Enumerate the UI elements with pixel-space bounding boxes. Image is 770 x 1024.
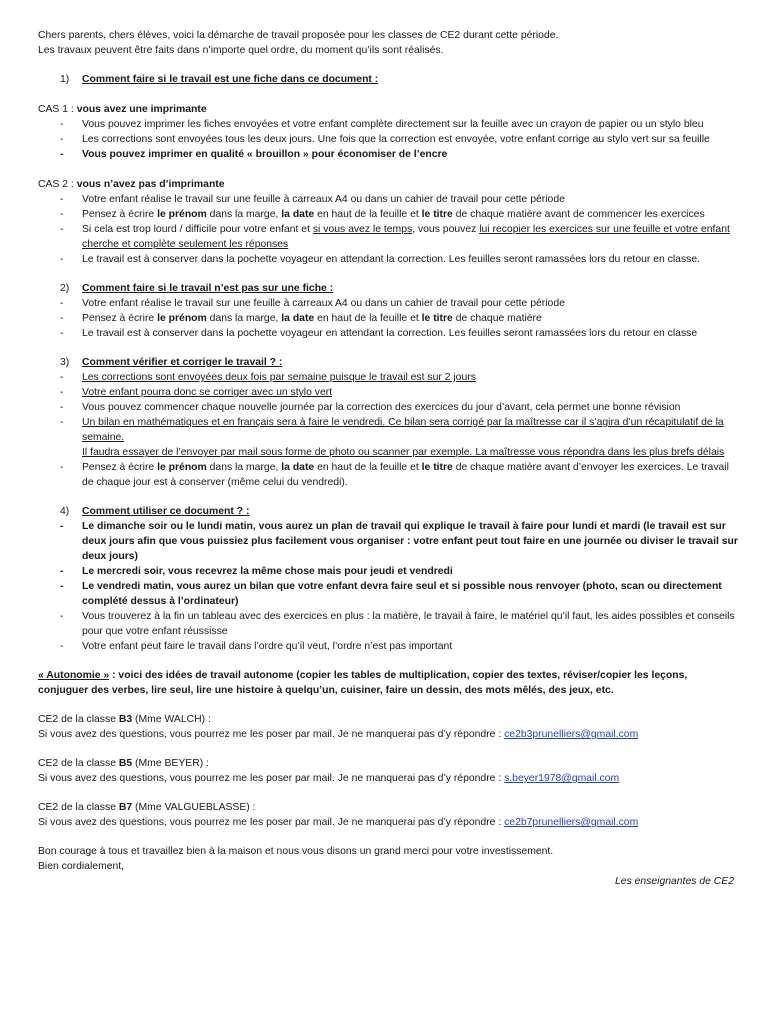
autonomie-text: : voici des idées de travail autonome (copier les tables de multiplication, copier des textes, réviser/copier les leçons, conjuguer des verbes, lire seul, lire une histoire à quelqu’un, cuisiner, faire un dessin, des mots mêlés, des jeux, etc. bbox=[38, 670, 688, 696]
cas-1-list bbox=[38, 117, 738, 162]
list-item: - Votre enfant peut faire le travail dans l’ordre qu’il veut, l’ordre n’est pas important bbox=[38, 639, 738, 654]
cas-2-heading bbox=[38, 177, 738, 192]
contact-line: Si vous avez des questions, vous pourrez me les poser par mail. Je ne manquerai pas d’y répondre : ce2b7prunelliers@gmail.com bbox=[38, 817, 639, 828]
section-3-list bbox=[38, 370, 738, 490]
intro-line-1: Chers parents, chers élèves, voici la démarche de travail proposée pour les classes de CE2 durant cette période. bbox=[38, 30, 559, 41]
contact-heading: CE2 de la classe B3 (Mme WALCH) : bbox=[38, 714, 211, 725]
section-2-list bbox=[38, 296, 738, 341]
autonomie-label: « Autonomie » bbox=[38, 670, 110, 681]
contact-heading: CE2 de la classe B7 (Mme VALGUEBLASSE) : bbox=[38, 802, 256, 813]
cas-2-label: CAS 2 : bbox=[38, 179, 77, 190]
class-code: B3 bbox=[118, 714, 133, 725]
list-item: - Le mercredi soir, vous recevrez la même chose mais pour jeudi et vendredi bbox=[38, 564, 738, 579]
contact-line: Si vous avez des questions, vous pourrez me les poser par mail. Je ne manquerai pas d’y répondre : s.beyer1978@gmail.com bbox=[38, 773, 620, 784]
section-1-number: 1) bbox=[60, 74, 70, 85]
cas-1-heading bbox=[38, 102, 738, 117]
list-item: - Les corrections sont envoyées tous les deux jours. Une fois que la correction est envoyée, votre enfant corrige au stylo vert sur sa feuille bbox=[38, 132, 738, 147]
cas-2-list bbox=[38, 192, 738, 267]
list-item: - Si cela est trop lourd / difficile pour votre enfant et si vous avez le temps, vous pouvez lui recopier les exercices sur une feuille et votre enfant cherche et complète seulement les réponses bbox=[38, 222, 738, 252]
list-item: - Pensez à écrire le prénom dans la marge, la date en haut de la feuille et le titre de chaque matière bbox=[38, 311, 738, 326]
section-4-title: Comment utiliser ce document ? : bbox=[82, 506, 250, 517]
section-2-number: 2) bbox=[60, 283, 70, 294]
closing-line-2: Bien cordialement, bbox=[38, 861, 125, 872]
signature: Les enseignantes de CE2 bbox=[614, 876, 734, 887]
contact-block-b7 bbox=[38, 800, 738, 830]
email-link[interactable]: ce2b3prunelliers@gmail.com bbox=[504, 729, 639, 740]
section-3-number: 3) bbox=[60, 357, 70, 368]
section-4-number: 4) bbox=[60, 506, 70, 517]
document-page bbox=[38, 28, 738, 889]
section-1-heading bbox=[38, 72, 738, 87]
list-item: - Vous pouvez commencer chaque nouvelle journée par la correction des exercices du jour d’avant, cela permet une bonne révision bbox=[38, 400, 738, 415]
list-item: - Pensez à écrire le prénom dans la marge, la date en haut de la feuille et le titre de chaque matière avant de commencer les exercices bbox=[38, 207, 738, 222]
section-3-heading bbox=[38, 355, 738, 370]
cas-2-condition: vous n’avez pas d’imprimante bbox=[76, 179, 225, 190]
intro-line-2: Les travaux peuvent être faits dans n’importe quel ordre, du moment qu’ils sont réalisés. bbox=[38, 45, 444, 56]
section-3-title: Comment vérifier et corriger le travail ? : bbox=[82, 357, 283, 368]
list-item: - Le travail est à conserver dans la pochette voyageur en attendant la correction. Les feuilles seront ramassées lors du retour en classe. bbox=[38, 252, 738, 267]
section-2-heading bbox=[38, 281, 738, 296]
class-code: B5 bbox=[118, 758, 133, 769]
list-item: - Votre enfant pourra donc se corriger avec un stylo vert bbox=[38, 385, 738, 400]
list-item: - Un bilan en mathématiques et en français sera à faire le vendredi. Ce bilan sera corrigé par la maîtresse car il s’agira d’un récapitulatif de la semaine. Il faudra essayer de l’envoyer par mail sous forme de photo ou scanner par exemple. La maîtresse vous répondra dans les plus brefs délais bbox=[38, 415, 738, 460]
contact-line: Si vous avez des questions, vous pourrez me les poser par mail. Je ne manquerai pas d’y répondre : ce2b3prunelliers@gmail.com bbox=[38, 729, 639, 740]
list-item: - Vous trouverez à la fin un tableau avec des exercices en plus : la matière, le travail à faire, le matériel qu’il faut, les aides possibles et conseils pour que votre enfant réussisse bbox=[38, 609, 738, 639]
list-item: - Vous pouvez imprimer les fiches envoyées et votre enfant complète directement sur la feuille avec un crayon de papier ou un stylo bleu bbox=[38, 117, 738, 132]
closing-line-1: Bon courage à tous et travaillez bien à la maison et nous vous disons un grand merci pour votre investissement. bbox=[38, 846, 554, 857]
list-item: - Les corrections sont envoyées deux fois par semaine puisque le travail est sur 2 jours bbox=[38, 370, 738, 385]
autonomie-paragraph bbox=[38, 668, 738, 698]
contact-block-b5 bbox=[38, 756, 738, 786]
list-item: - Le dimanche soir ou le lundi matin, vous aurez un plan de travail qui explique le travail à faire pour lundi et mardi (le travail est sur deux jours afin que vous puissiez plus facilement vous organiser : votre enfant peut tout faire en une journée ou diviser le travail sur deux jours) bbox=[38, 519, 738, 564]
cas-1-condition: vous avez une imprimante bbox=[76, 104, 207, 115]
contact-heading: CE2 de la classe B5 (Mme BEYER) : bbox=[38, 758, 209, 769]
list-item: - Le travail est à conserver dans la pochette voyageur en attendant la correction. Les feuilles seront ramassées lors du retour en classe bbox=[38, 326, 738, 341]
list-item: - Pensez à écrire le prénom dans la marge, la date en haut de la feuille et le titre de chaque matière avant d’envoyer les exercices. Le travail de chaque jour est à conserver (même celui du vendredi). bbox=[38, 460, 738, 490]
contact-block-b3 bbox=[38, 712, 738, 742]
list-item: - Le vendredi matin, vous aurez un bilan que votre enfant devra faire seul et si possible nous renvoyer (photo, scan ou directement complété dessus à l’ordinateur) bbox=[38, 579, 738, 609]
email-link[interactable]: ce2b7prunelliers@gmail.com bbox=[504, 817, 639, 828]
list-item: - Votre enfant réalise le travail sur une feuille à carreaux A4 ou dans un cahier de travail pour cette période bbox=[38, 296, 738, 311]
section-1-title: Comment faire si le travail est une fiche dans ce document : bbox=[82, 74, 379, 85]
class-code: B7 bbox=[118, 802, 133, 813]
email-link[interactable]: s.beyer1978@gmail.com bbox=[504, 773, 620, 784]
cas-1-label: CAS 1 : bbox=[38, 104, 77, 115]
section-2-title: Comment faire si le travail n’est pas sur une fiche : bbox=[82, 283, 334, 294]
section-4-list bbox=[38, 519, 738, 654]
section-4-heading bbox=[38, 504, 738, 519]
list-item: - Votre enfant réalise le travail sur une feuille à carreaux A4 ou dans un cahier de travail pour cette période bbox=[38, 192, 738, 207]
list-item: - Vous pouvez imprimer en qualité « brouillon » pour économiser de l’encre bbox=[38, 147, 738, 162]
